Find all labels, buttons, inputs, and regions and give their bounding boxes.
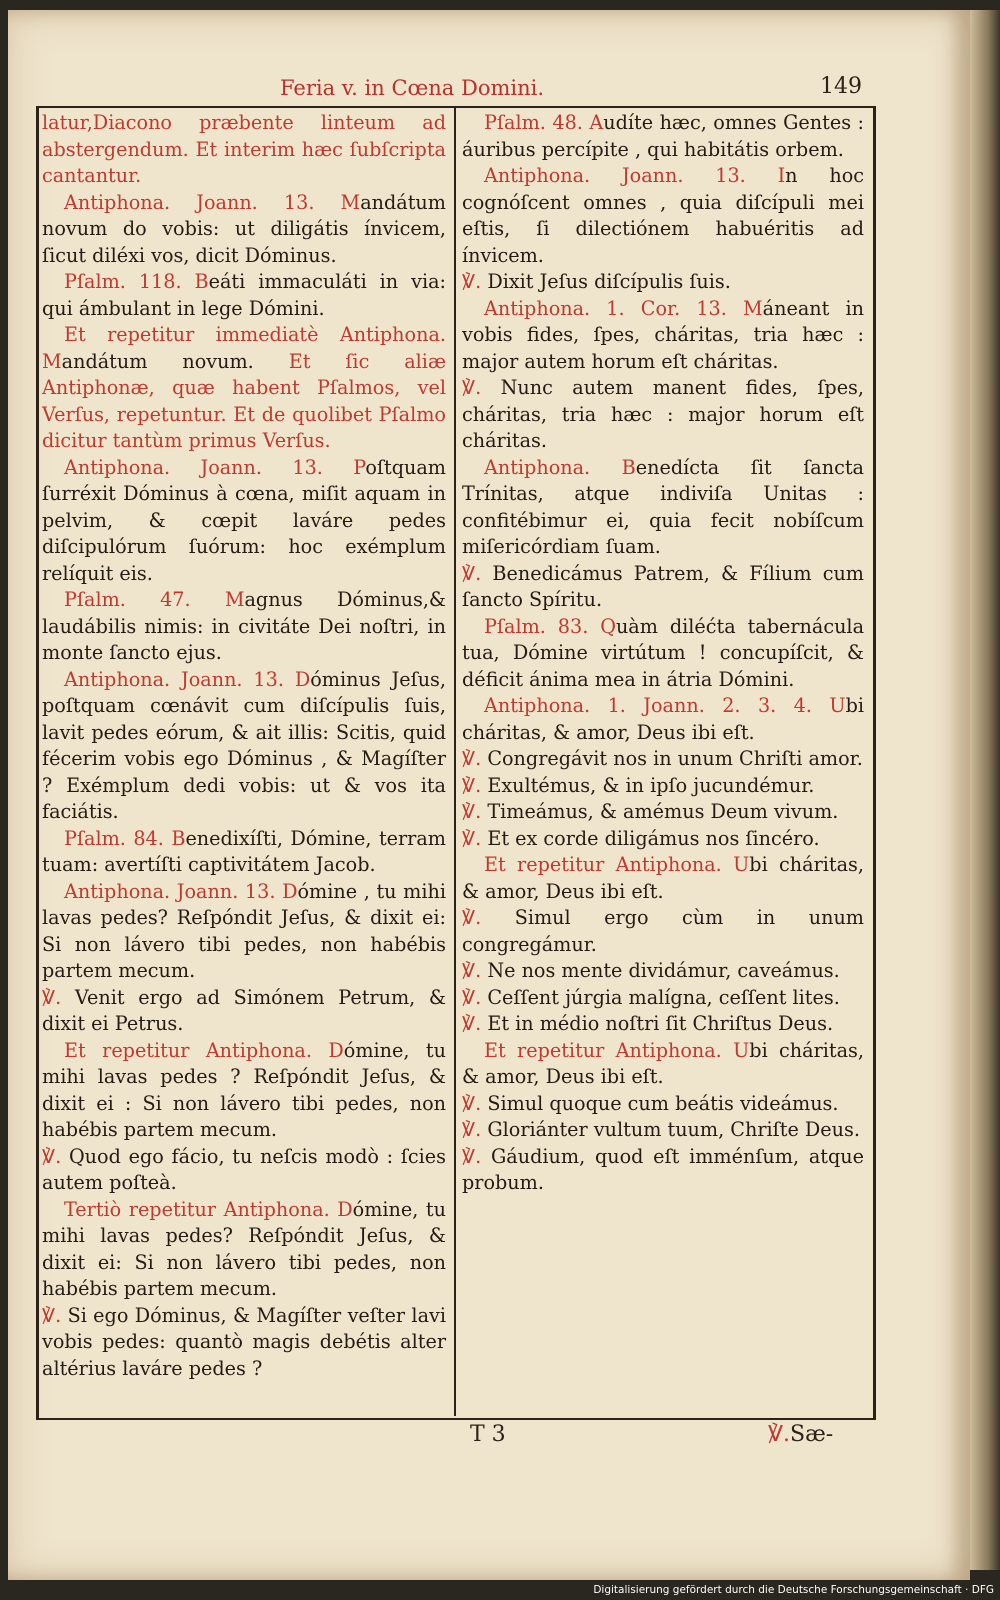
rubric-text: Antiphona. Joann. 13. M: [64, 190, 361, 214]
digitization-credit: Digitalisierung gefördert durch die Deutsche Forschungsgemeinschaft · DFG: [593, 1584, 994, 1596]
paragraph: [42, 190, 446, 270]
left-column: [42, 110, 446, 1382]
paragraph: [42, 879, 446, 985]
body-text: bi cháritas, & amor, Deus ibi eſt.: [462, 853, 864, 903]
rubric-text: Pſalm. 48. A: [484, 111, 604, 134]
rubric-text: Pſalm. 118. B: [64, 270, 209, 293]
body-text: andátum novum do vobis: ut diligátis ínvicem, ſicut diléxi vos, dicit Dóminus.: [42, 190, 446, 267]
column-divider: [454, 108, 456, 1416]
rubric-text: Antiphona. Joann. 13. D: [64, 879, 298, 903]
header-title: Feria v. in Cœna Domini.: [280, 76, 545, 100]
paragraph: [42, 1197, 446, 1303]
body-text: Timeámus, & amémus Deum vivum.: [487, 800, 839, 823]
rubric-text: Et repetitur immediatè Antiphona. M: [42, 323, 446, 373]
paragraph: [462, 269, 864, 296]
paragraph: [462, 958, 864, 985]
rubric-text: ℣.: [462, 1012, 488, 1035]
body-text: Quod ego fácio, tu neſcis modò : ſcies autem poſteà.: [42, 1144, 446, 1194]
paragraph: [462, 852, 864, 905]
body-text: Ne nos mente dividámur, caveámus.: [487, 959, 840, 982]
paragraph: [42, 322, 446, 455]
body-text: óminus Jeſus, poſtquam cœnávit cum diſcípulis ſuis, lavit pedes eórum, & ait illis: Scitis, quid fécerim vobis ego Dóminus , & Magíſter ? Exémplum dedi vobis: ut & vos ita faciátis.: [42, 667, 447, 823]
rubric-text: ℣.: [42, 985, 75, 1009]
paragraph: [42, 667, 446, 826]
rubric-text: ℣.: [42, 1303, 68, 1327]
body-text: Venit ergo ad Simónem Petrum, & dixit ei Petrus.: [42, 985, 446, 1035]
page-edge: [970, 10, 1000, 1570]
rubric-text: Antiphona. 1. Cor. 13. M: [484, 296, 763, 320]
body-text: Gáudium, quod eſt imménſum, atque probum.: [462, 1144, 864, 1194]
rubric-text: Pſalm. 84. B: [64, 826, 186, 850]
rubric-text: ℣.: [462, 959, 488, 982]
rubric-text: Pſalm. 47. M: [64, 588, 245, 611]
body-text: agnus Dóminus,& laudábilis nimis: in civitáte Dei noſtri, in monte ſancto ejus.: [42, 588, 446, 664]
paragraph: [462, 614, 864, 694]
rubric-text: ℣.: [462, 800, 488, 823]
page-number: 149: [820, 74, 862, 99]
paragraph: [462, 296, 864, 376]
paragraph: [462, 375, 864, 455]
paragraph: [462, 746, 864, 773]
paragraph: [462, 1144, 864, 1197]
body-text: Simul ergo cùm in unum congregámur.: [462, 906, 864, 956]
rubric-text: Antiphona. Joann. 13. D: [64, 667, 311, 691]
rubric-text: ℣.: [462, 270, 488, 293]
paragraph: [462, 1091, 864, 1118]
body-text: eáti immaculáti in via: qui ámbulant in lege Dómini.: [42, 270, 446, 320]
body-text: Ceſſent júrgia malígna, ceſſent lites.: [487, 985, 840, 1009]
paragraph: [462, 905, 864, 958]
rubric-text: ℣.: [462, 906, 515, 929]
rubric-text: ℣.: [462, 1091, 488, 1115]
paragraph: [462, 826, 864, 853]
body-text: udíte hæc, omnes Gentes : áuribus percípite , qui habitátis orbem.: [462, 111, 864, 161]
rubric-text: ℣.: [462, 985, 488, 1009]
body-text: Et in médio noſtri ſit Chriſtus Deus.: [487, 1012, 834, 1035]
paragraph: [462, 1038, 864, 1091]
paragraph: [462, 110, 864, 163]
paragraph: [42, 110, 446, 190]
rubric-text: Et repetitur Antiphona. D: [64, 1038, 344, 1062]
body-text: ómine , tu mihi lavas pedes? Reſpóndit Jeſus, & dixit ei: Si non lávero tibi pedes, non habébis partem mecum.: [42, 879, 447, 982]
body-text: enedícta ſit ſancta Trínitas, atque indiviſa Unitas : confitébimur ei, quia fecit nobíſcum miſericórdiam ſuam.: [462, 455, 864, 558]
body-text: Exultémus, & in ipſo jucundémur.: [487, 773, 815, 797]
body-text: oſtquam ſurréxit Dóminus à cœna, miſit aquam in pelvim, & cœpit laváre pedes diſcipulórum ſuórum: hoc exémplum relíquit eis.: [42, 455, 446, 585]
paragraph: [462, 693, 864, 746]
paragraph: [462, 1011, 864, 1038]
paragraph: [462, 455, 864, 561]
paragraph: [42, 1144, 446, 1197]
paragraph: [462, 799, 864, 826]
rubric-text: ℣.: [462, 773, 488, 797]
rubric-text: ℣.: [462, 1118, 488, 1141]
rubric-text: ℣.: [462, 826, 488, 850]
body-text: áneant in vobis fides, ſpes, cháritas, tria hæc : major autem horum eſt cháritas.: [462, 296, 864, 373]
rubric-text: Et repetitur Antiphona. U: [484, 1038, 750, 1062]
rubric-text: Pſalm. 83. Q: [484, 614, 616, 638]
catchword: [768, 1422, 833, 1447]
body-text: Si ego Dóminus, & Magíſter veſter lavi vobis pedes: quantò magis debétis alter altérius laváre pedes ?: [42, 1303, 446, 1380]
rubric-text: Antiphona. B: [484, 455, 636, 479]
body-text: Benedicámus Patrem, & Fílium cum ſancto Spíritu.: [462, 561, 864, 611]
body-text: Et ex corde diligámus nos ſincéro.: [487, 826, 820, 850]
rubric-text: ℣.: [462, 1144, 491, 1168]
paragraph: [42, 1038, 446, 1144]
paragraph: [462, 561, 864, 614]
rubric-text: latur,Diacono præbente linteum ad abstergendum. Et interim hæc ſubſcripta cantantur.: [42, 111, 446, 187]
body-text: Simul quoque cum beátis videámus.: [487, 1091, 839, 1115]
body-text: Gloriánter vultum tuum, Chriſte Deus.: [487, 1118, 860, 1141]
body-text: Nunc autem manent fides, ſpes, cháritas, tria hæc : major horum eſt cháritas.: [462, 376, 864, 452]
body-text: bi cháritas, & amor, Deus ibi eſt.: [462, 694, 864, 744]
rubric-text: ℣.: [42, 1144, 69, 1168]
body-text: Congregávit nos in unum Chriſti amor.: [487, 747, 863, 770]
paragraph: [462, 163, 864, 269]
body-text: andátum novum.: [61, 349, 289, 373]
rubric-text: Et repetitur Antiphona. U: [484, 853, 750, 876]
right-column: [462, 110, 864, 1197]
paragraph: [42, 269, 446, 322]
paragraph: [42, 985, 446, 1038]
rubric-text: Tertiò repetitur Antiphona. D: [64, 1197, 353, 1221]
rubric-text: Antiphona. Joann. 13. P: [64, 455, 366, 479]
paragraph: [42, 826, 446, 879]
rubric-text: Antiphona. Joann. 13. I: [484, 164, 786, 187]
body-text: bi cháritas, & amor, Deus ibi eſt.: [462, 1038, 864, 1088]
signature-mark: T 3: [470, 1422, 506, 1447]
body-text: uàm diléćta tabernácula tua, Dómine virtútum ! concupíſcit, & déficit ánima mea in átria Dómini.: [462, 614, 865, 691]
body-text: n hoc cognóſcent omnes , quia diſcípuli mei eſtis, ſi dilectiónem habuéritis ad ínvicem.: [462, 164, 864, 267]
versicle-symbol: ℣.: [768, 1422, 791, 1447]
catchword-text: Sæ-: [790, 1422, 834, 1447]
page-footer: [40, 1422, 870, 1458]
paragraph: [462, 1117, 864, 1144]
rubric-text: ℣.: [462, 376, 501, 399]
rubric-text: Antiphona. 1. Joann. 2. 3. 4. U: [484, 694, 846, 717]
paragraph: [462, 773, 864, 800]
body-text: ómine, tu mihi lavas pedes? Reſpóndit Jeſus, & dixit ei: Si non lávero tibi pedes, non habébis partem mecum.: [42, 1197, 446, 1300]
body-text: ómine, tu mihi lavas pedes ? Reſpóndit Jeſus, & dixit ei : Si non lávero tibi pedes, non habébis partem mecum.: [42, 1038, 446, 1141]
paragraph: [42, 1303, 446, 1383]
rubric-text: ℣.: [462, 561, 493, 585]
body-text: enedixíſti, Dómine, terram tuam: avertíſti captivitátem Jacob.: [42, 826, 446, 876]
body-text: Dixit Jeſus diſcípulis ſuis.: [487, 270, 731, 293]
running-header: [40, 74, 870, 108]
rubric-text: ℣.: [462, 747, 488, 770]
paragraph: [42, 587, 446, 667]
paragraph: [462, 985, 864, 1012]
paragraph: [42, 455, 446, 588]
rubric-text: Et ſic aliæ Antiphonæ, quæ habent Pſalmos, vel Verſus, repetuntur. Et de quolibet Pſalmo dicitur tantùm primus Verſus.: [42, 349, 446, 452]
